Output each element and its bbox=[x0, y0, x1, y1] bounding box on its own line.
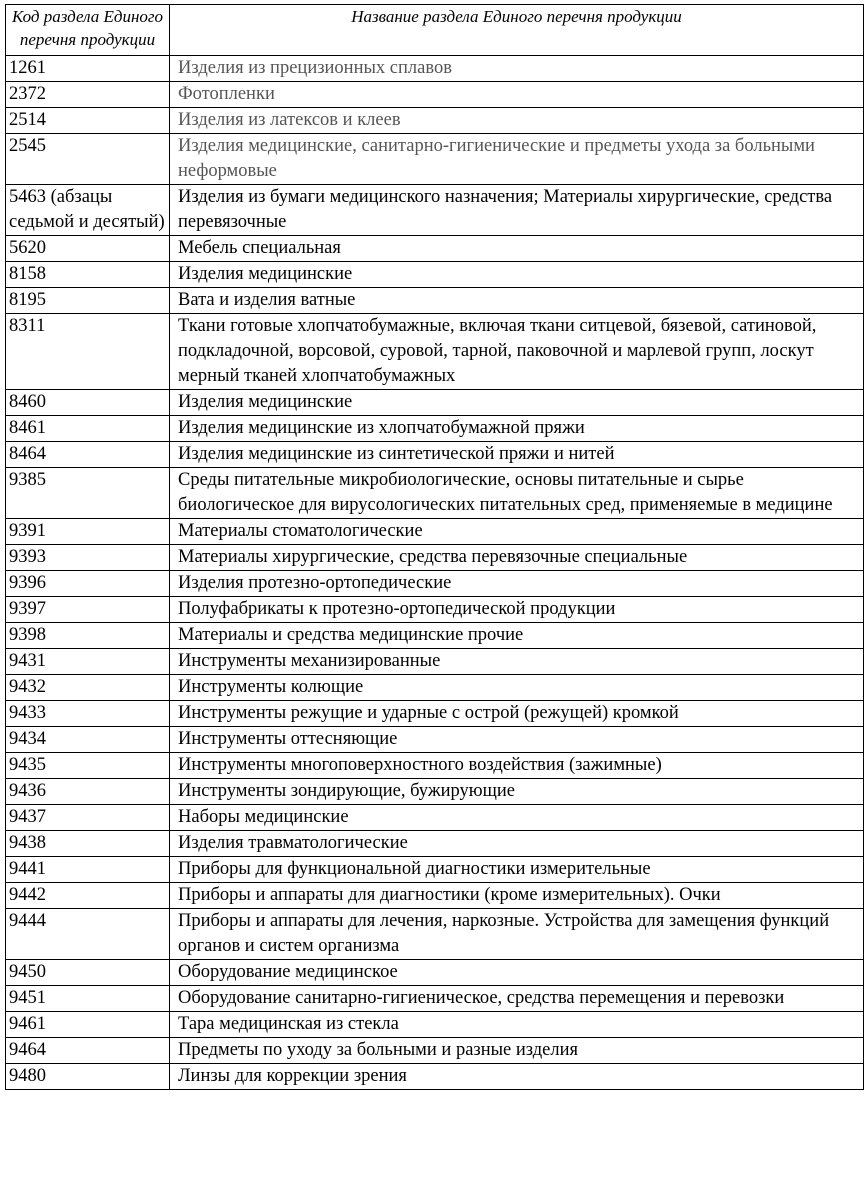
table-row bbox=[6, 236, 864, 262]
row-code: 9441 bbox=[6, 857, 170, 883]
row-code: 9464 bbox=[6, 1038, 170, 1064]
table-row bbox=[6, 108, 864, 134]
row-name: Предметы по уходу за больными и разные изделия bbox=[170, 1038, 864, 1064]
table-row bbox=[6, 753, 864, 779]
table-row bbox=[6, 1038, 864, 1064]
row-name: Инструменты многоповерхностного воздействия (зажимные) bbox=[170, 753, 864, 779]
table-row bbox=[6, 701, 864, 727]
row-code: 2372 bbox=[6, 82, 170, 108]
row-name: Изделия медицинские из хлопчатобумажной пряжи bbox=[170, 416, 864, 442]
row-code: 9385 bbox=[6, 468, 170, 519]
product-list-table bbox=[5, 4, 864, 1090]
header-name: Название раздела Единого перечня продукции bbox=[170, 5, 864, 56]
table-body bbox=[6, 56, 864, 1090]
row-name: Изделия медицинские bbox=[170, 262, 864, 288]
row-name: Наборы медицинские bbox=[170, 805, 864, 831]
row-name: Изделия из прецизионных сплавов bbox=[170, 56, 864, 82]
table-row bbox=[6, 649, 864, 675]
row-name: Линзы для коррекции зрения bbox=[170, 1064, 864, 1090]
row-code: 9437 bbox=[6, 805, 170, 831]
table-row bbox=[6, 883, 864, 909]
row-name: Приборы и аппараты для лечения, наркозные. Устройства для замещения функций органов и систем организма bbox=[170, 909, 864, 960]
row-code: 9480 bbox=[6, 1064, 170, 1090]
row-code: 8460 bbox=[6, 390, 170, 416]
row-code: 9396 bbox=[6, 571, 170, 597]
row-name: Изделия из латексов и клеев bbox=[170, 108, 864, 134]
row-name: Инструменты режущие и ударные с острой (режущей) кромкой bbox=[170, 701, 864, 727]
table-row bbox=[6, 571, 864, 597]
row-code: 9436 bbox=[6, 779, 170, 805]
row-name: Материалы хирургические, средства перевязочные специальные bbox=[170, 545, 864, 571]
row-name: Фотопленки bbox=[170, 82, 864, 108]
row-code: 2514 bbox=[6, 108, 170, 134]
table-row bbox=[6, 909, 864, 960]
row-code: 9391 bbox=[6, 519, 170, 545]
table-row bbox=[6, 468, 864, 519]
row-code: 9393 bbox=[6, 545, 170, 571]
table-row bbox=[6, 805, 864, 831]
table-row bbox=[6, 390, 864, 416]
row-code: 9435 bbox=[6, 753, 170, 779]
row-code: 9442 bbox=[6, 883, 170, 909]
table-row bbox=[6, 960, 864, 986]
row-code: 8195 bbox=[6, 288, 170, 314]
table-row bbox=[6, 134, 864, 185]
row-name: Материалы стоматологические bbox=[170, 519, 864, 545]
row-name: Изделия медицинские, санитарно-гигиенические и предметы ухода за больными неформовые bbox=[170, 134, 864, 185]
table-row bbox=[6, 675, 864, 701]
table-row bbox=[6, 727, 864, 753]
row-code: 9433 bbox=[6, 701, 170, 727]
table-row bbox=[6, 288, 864, 314]
row-code: 5620 bbox=[6, 236, 170, 262]
row-name: Приборы и аппараты для диагностики (кроме измерительных). Очки bbox=[170, 883, 864, 909]
row-name: Инструменты оттесняющие bbox=[170, 727, 864, 753]
table-row bbox=[6, 262, 864, 288]
table-row bbox=[6, 831, 864, 857]
row-code: 9438 bbox=[6, 831, 170, 857]
table-row bbox=[6, 185, 864, 236]
table-row bbox=[6, 1064, 864, 1090]
table-header-row bbox=[6, 5, 864, 56]
row-code: 8158 bbox=[6, 262, 170, 288]
row-code: 9434 bbox=[6, 727, 170, 753]
row-name: Изделия медицинские из синтетической пряжи и нитей bbox=[170, 442, 864, 468]
table-row bbox=[6, 986, 864, 1012]
table-row bbox=[6, 519, 864, 545]
row-name: Тара медицинская из стекла bbox=[170, 1012, 864, 1038]
row-name: Инструменты зондирующие, бужирующие bbox=[170, 779, 864, 805]
row-name: Оборудование санитарно-гигиеническое, средства перемещения и перевозки bbox=[170, 986, 864, 1012]
table-row bbox=[6, 623, 864, 649]
row-name: Изделия протезно-ортопедические bbox=[170, 571, 864, 597]
row-name: Среды питательные микробиологические, основы питательные и сырье биологическое для вирусологических питательных сред, применяемые в медицине bbox=[170, 468, 864, 519]
row-name: Инструменты механизированные bbox=[170, 649, 864, 675]
row-name: Изделия медицинские bbox=[170, 390, 864, 416]
row-code: 5463 (абзацы седьмой и десятый) bbox=[6, 185, 170, 236]
row-name: Приборы для функциональной диагностики измерительные bbox=[170, 857, 864, 883]
table-row bbox=[6, 82, 864, 108]
row-name: Изделия травматологические bbox=[170, 831, 864, 857]
row-code: 9461 bbox=[6, 1012, 170, 1038]
row-code: 9444 bbox=[6, 909, 170, 960]
row-code: 9451 bbox=[6, 986, 170, 1012]
row-name: Изделия из бумаги медицинского назначения; Материалы хирургические, средства перевязочные bbox=[170, 185, 864, 236]
row-name: Полуфабрикаты к протезно-ортопедической продукции bbox=[170, 597, 864, 623]
row-name: Инструменты колющие bbox=[170, 675, 864, 701]
table-row bbox=[6, 442, 864, 468]
row-code: 8461 bbox=[6, 416, 170, 442]
table-row bbox=[6, 545, 864, 571]
row-name: Ткани готовые хлопчатобумажные, включая ткани ситцевой, бязевой, сатиновой, подкладочной, ворсовой, суровой, тарной, паковочной и марлевой групп, лоскут мерный тканей хлопчатобумажных bbox=[170, 314, 864, 390]
table-row bbox=[6, 857, 864, 883]
row-code: 2545 bbox=[6, 134, 170, 185]
row-name: Вата и изделия ватные bbox=[170, 288, 864, 314]
row-name: Материалы и средства медицинские прочие bbox=[170, 623, 864, 649]
row-name: Оборудование медицинское bbox=[170, 960, 864, 986]
table-row bbox=[6, 597, 864, 623]
table-row bbox=[6, 1012, 864, 1038]
row-code: 8311 bbox=[6, 314, 170, 390]
table-row bbox=[6, 314, 864, 390]
row-code: 9450 bbox=[6, 960, 170, 986]
row-code: 8464 bbox=[6, 442, 170, 468]
row-code: 9398 bbox=[6, 623, 170, 649]
row-code: 9431 bbox=[6, 649, 170, 675]
row-code: 1261 bbox=[6, 56, 170, 82]
row-code: 9397 bbox=[6, 597, 170, 623]
row-name: Мебель специальная bbox=[170, 236, 864, 262]
row-code: 9432 bbox=[6, 675, 170, 701]
table-row bbox=[6, 56, 864, 82]
table-row bbox=[6, 416, 864, 442]
table-row bbox=[6, 779, 864, 805]
header-code: Код раздела Единого перечня продукции bbox=[6, 5, 170, 56]
